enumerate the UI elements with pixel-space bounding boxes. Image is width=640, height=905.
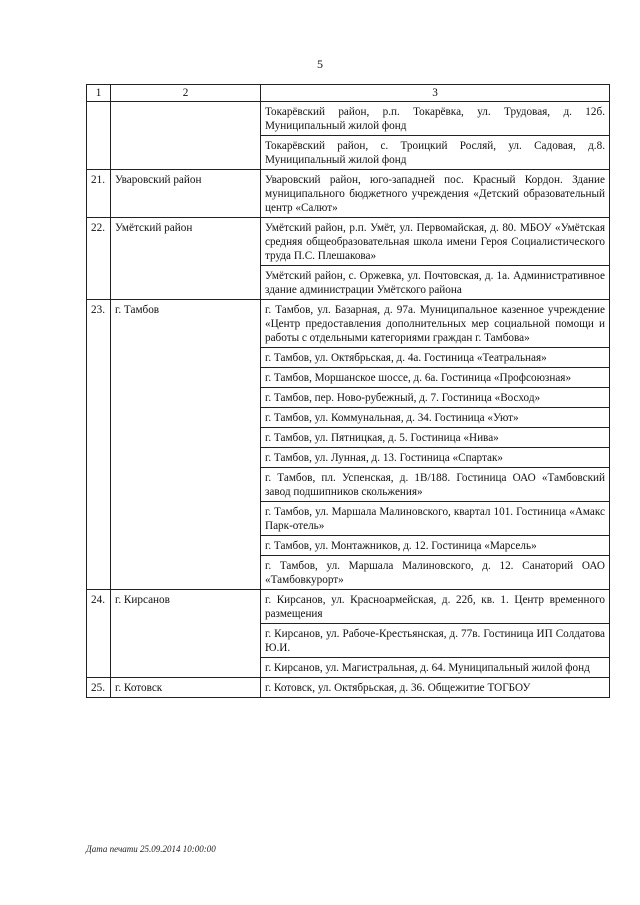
address-cell: г. Тамбов, ул. Маршала Малиновского, квартал 101. Гостиница «Амакс Парк-отель» — [261, 502, 610, 536]
row-number-cell: 22. — [87, 218, 111, 300]
page-number: 5 — [317, 57, 323, 71]
header-cell-3: 3 — [261, 85, 610, 102]
table-row — [87, 300, 610, 348]
address-cell: г. Тамбов, ул. Октябрьская, д. 4а. Гостиница «Театральная» — [261, 348, 610, 368]
address-cell: Уваровский район, юго-западней пос. Красный Кордон. Здание муниципального бюджетного учреждения «Детский образовательный центр «Салют» — [261, 170, 610, 218]
address-cell: г. Тамбов, Моршанское шоссе, д. 6а. Гостиница «Профсоюзная» — [261, 368, 610, 388]
address-table — [86, 84, 610, 698]
header-cell-1: 1 — [87, 85, 111, 102]
row-number-cell: 23. — [87, 300, 111, 590]
district-cell: Умётский район — [111, 218, 261, 300]
district-cell: г. Котовск — [111, 678, 261, 698]
table-row — [87, 218, 610, 266]
table-row — [87, 590, 610, 624]
district-cell: Уваровский район — [111, 170, 261, 218]
row-number-cell: 25. — [87, 678, 111, 698]
address-cell: г. Тамбов, ул. Пятницкая, д. 5. Гостиница «Нива» — [261, 428, 610, 448]
address-cell: Токарёвский район, с. Троицкий Росляй, ул. Садовая, д.8. Муниципальный жилой фонд — [261, 136, 610, 170]
print-date: Дата печати 25.09.2014 10:00:00 — [86, 844, 216, 854]
table-header-row — [87, 85, 610, 102]
district-cell: г. Кирсанов — [111, 590, 261, 678]
table-row — [87, 102, 610, 136]
address-cell: Умётский район, с. Оржевка, ул. Почтовская, д. 1а. Административное здание администрации Умётского района — [261, 266, 610, 300]
address-cell: г. Тамбов, пл. Успенская, д. 1В/188. Гостиница ОАО «Тамбовский завод подшипников скольжения» — [261, 468, 610, 502]
address-cell: г. Котовск, ул. Октябрьская, д. 36. Общежитие ТОГБОУ — [261, 678, 610, 698]
address-cell: Умётский район, р.п. Умёт, ул. Первомайская, д. 80. МБОУ «Умётская средняя общеобразовательная школа имени Героя Социалистического труда П.С. Плешакова» — [261, 218, 610, 266]
address-cell: г. Кирсанов, ул. Красноармейская, д. 22б, кв. 1. Центр временного размещения — [261, 590, 610, 624]
address-cell: г. Тамбов, ул. Монтажников, д. 12. Гостиница «Марсель» — [261, 536, 610, 556]
address-cell: г. Тамбов, ул. Базарная, д. 97а. Муниципальное казенное учреждение «Центр предоставления дополнительных мер социальной помощи и работы с отдельными категориями граждан г. Тамбова» — [261, 300, 610, 348]
address-cell: г. Тамбов, ул. Лунная, д. 13. Гостиница «Спартак» — [261, 448, 610, 468]
table-row — [87, 170, 610, 218]
table-row — [87, 678, 610, 698]
district-cell: г. Тамбов — [111, 300, 261, 590]
address-cell: г. Кирсанов, ул. Магистральная, д. 64. Муниципальный жилой фонд — [261, 658, 610, 678]
address-cell: г. Тамбов, ул. Маршала Малиновского, д. 12. Санаторий ОАО «Тамбовкурорт» — [261, 556, 610, 590]
address-cell: г. Кирсанов, ул. Рабоче-Крестьянская, д. 77в. Гостиница ИП Солдатова Ю.И. — [261, 624, 610, 658]
address-cell: Токарёвский район, р.п. Токарёвка, ул. Трудовая, д. 12б. Муниципальный жилой фонд — [261, 102, 610, 136]
address-cell: г. Тамбов, ул. Коммунальная, д. 34. Гостиница «Уют» — [261, 408, 610, 428]
district-cell — [111, 102, 261, 170]
row-number-cell: 21. — [87, 170, 111, 218]
address-cell: г. Тамбов, пер. Ново-рубежный, д. 7. Гостиница «Восход» — [261, 388, 610, 408]
header-cell-2: 2 — [111, 85, 261, 102]
row-number-cell: 24. — [87, 590, 111, 678]
row-number-cell — [87, 102, 111, 170]
